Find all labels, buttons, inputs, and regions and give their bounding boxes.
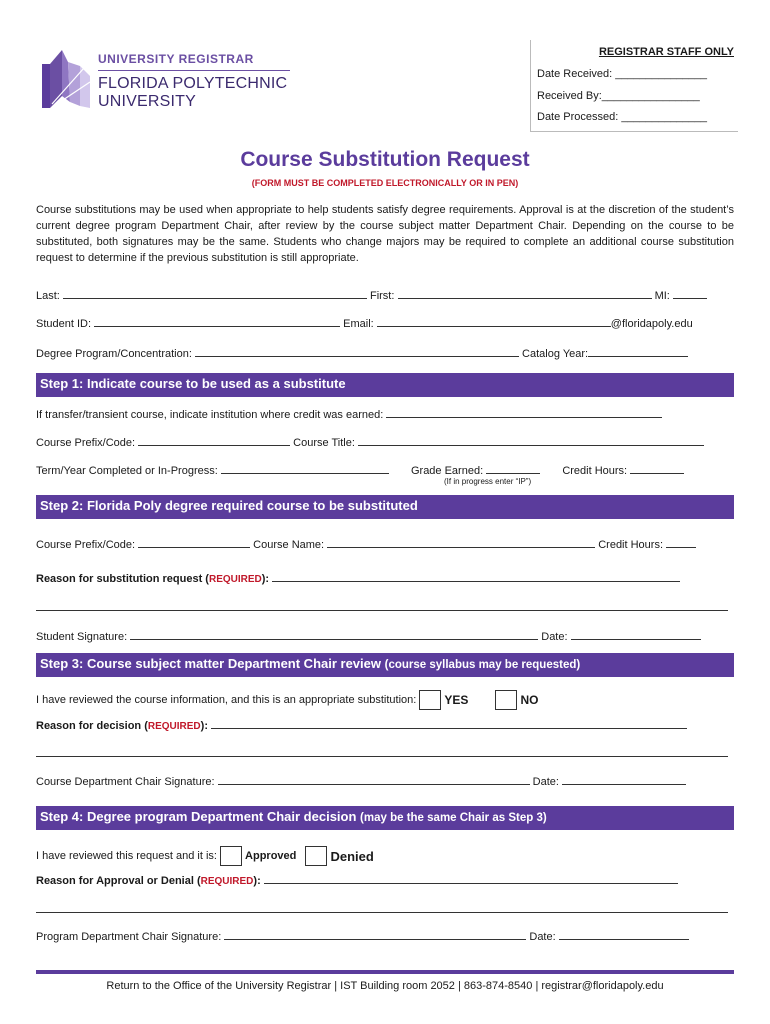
- student-signature-label: Student Signature:: [36, 631, 128, 643]
- step2-name-label: Course Name:: [253, 539, 325, 551]
- course-chair-signature-field[interactable]: [218, 774, 530, 785]
- step2-prefix-label: Course Prefix/Code:: [36, 539, 136, 551]
- id-email-row: [36, 316, 693, 330]
- step4-header: [36, 806, 734, 830]
- student-date-field[interactable]: [571, 629, 701, 640]
- first-name-field[interactable]: [398, 288, 652, 299]
- student-date-label: Date:: [541, 631, 568, 643]
- grade-label: Grade Earned:: [410, 465, 484, 477]
- step4-reason-label: Reason for Approval or Denial (: [36, 875, 201, 887]
- received-by-field: Received By:________________: [537, 90, 700, 102]
- step4-reason-field-line2[interactable]: [36, 902, 728, 913]
- course-chair-date-field[interactable]: [562, 774, 686, 785]
- step1-course-row: [36, 435, 704, 449]
- step1-prefix-label: Course Prefix/Code:: [36, 437, 136, 449]
- program-chair-date-field[interactable]: [559, 929, 689, 940]
- step2-name-field[interactable]: [327, 537, 595, 548]
- footer-contact: Return to the Office of the University Registrar | IST Building room 2052 | 863-874-8540 | registrar@floridapoly.edu: [106, 980, 664, 992]
- term-field[interactable]: [221, 463, 389, 474]
- header: [36, 40, 736, 135]
- form-subtitle: (FORM MUST BE COMPLETED ELECTRONICALLY OR IN PEN): [251, 178, 519, 188]
- step2-reason-continued: [36, 600, 728, 614]
- footer-rule: [36, 970, 734, 974]
- step4-reason-field[interactable]: [264, 873, 678, 884]
- step4-review-label: I have reviewed this request and it is:: [36, 849, 217, 862]
- step1-title-label: Course Title:: [293, 437, 355, 449]
- step3-review-row: [36, 690, 544, 710]
- transfer-label: If transfer/transient course, indicate institution where credit was earned:: [36, 409, 384, 421]
- step3-reason-row: [36, 718, 687, 732]
- step4-reason-continued: [36, 902, 728, 916]
- degree-label: Degree Program/Concentration:: [36, 348, 192, 360]
- step3-heading: Step 3: Course subject matter Department Chair review: [40, 656, 381, 671]
- program-chair-date-label: Date:: [529, 931, 556, 943]
- approved-checkbox[interactable]: [220, 846, 242, 866]
- step4-reason-close: ):: [253, 875, 261, 887]
- student-signature-row: [36, 629, 701, 643]
- step3-review-label: I have reviewed the course information, and this is an appropriate substitution:: [36, 693, 417, 706]
- step3-reason-close: ):: [200, 720, 208, 732]
- student-id-label: Student ID:: [36, 318, 92, 330]
- yes-checkbox[interactable]: [419, 690, 441, 710]
- catalog-label: Catalog Year:: [522, 348, 589, 360]
- denied-checkbox[interactable]: [305, 846, 327, 866]
- email-label: Email:: [343, 318, 374, 330]
- step2-heading: Step 2: Florida Poly degree required course to be substituted: [40, 498, 418, 513]
- step1-credit-label: Credit Hours:: [562, 465, 628, 477]
- step4-required-tag: REQUIRED: [200, 876, 254, 887]
- step2-reason-field-line2[interactable]: [36, 600, 728, 611]
- degree-program-field[interactable]: [195, 346, 519, 357]
- degree-row: [36, 346, 688, 360]
- step4-reason-row: [36, 873, 678, 887]
- step3-reason-label: Reason for decision (: [36, 720, 148, 732]
- intro-paragraph: Course substitutions may be used when appropriate to help students satisfy degree requirements. Approval is at the discretion of the student’s current degree program Department Chair, after review by the course subject matter Department Chair. Depending on the course to be substituted, both signatures may be the same. Students who change majors may be required to complete an additional course substitution request to determine if the previous substitution is still appropriate.: [36, 204, 734, 264]
- step2-reason-field[interactable]: [272, 571, 680, 582]
- logo-line-registrar: UNIVERSITY REGISTRAR: [98, 52, 254, 66]
- step3-reason-continued: [36, 746, 728, 760]
- course-chair-date-label: Date:: [532, 776, 559, 788]
- step3-reason-field-line2[interactable]: [36, 746, 728, 757]
- step3-header: [36, 653, 734, 677]
- step2-credit-field[interactable]: [666, 537, 696, 548]
- step4-heading-note: (may be the same Chair as Step 3): [360, 812, 547, 824]
- registrar-logo: [40, 44, 300, 114]
- step2-course-row: [36, 537, 696, 551]
- step2-header: [36, 495, 734, 519]
- step3-heading-note: (course syllabus may be requested): [384, 659, 581, 671]
- no-label: NO: [520, 693, 539, 707]
- term-label: Term/Year Completed or In-Progress:: [36, 465, 218, 477]
- poly-logo-icon: [40, 44, 96, 110]
- in-progress-note: (If in progress enter “IP”): [444, 477, 532, 486]
- no-checkbox[interactable]: [495, 690, 517, 710]
- staff-box-title: REGISTRAR STAFF ONLY: [598, 46, 734, 58]
- logo-line-florida-polytechnic: FLORIDA POLYTECHNIC: [98, 75, 288, 92]
- step2-prefix-field[interactable]: [138, 537, 250, 548]
- last-name-field[interactable]: [63, 288, 367, 299]
- logo-rule: [98, 70, 290, 71]
- step2-credit-label: Credit Hours:: [598, 539, 664, 551]
- registrar-staff-box: [530, 40, 738, 132]
- middle-initial-field[interactable]: [673, 288, 707, 299]
- email-domain: @floridapoly.edu: [610, 318, 693, 330]
- approved-label: Approved: [245, 850, 297, 862]
- step3-required-tag: REQUIRED: [147, 721, 201, 732]
- step1-header: [36, 373, 734, 397]
- date-processed-field: Date Processed: ______________: [537, 111, 708, 123]
- program-chair-signature-row: [36, 929, 689, 943]
- step4-heading: Step 4: Degree program Department Chair decision: [40, 809, 357, 824]
- step2-reason-close: ):: [261, 573, 270, 585]
- transfer-institution-field[interactable]: [386, 407, 662, 418]
- step2-reason-row: [36, 571, 680, 585]
- step4-review-row: [36, 846, 380, 866]
- name-row: [36, 288, 707, 302]
- step1-term-row: [36, 463, 684, 477]
- student-id-field[interactable]: [94, 316, 340, 327]
- last-label: Last:: [36, 290, 60, 302]
- step1-heading: Step 1: Indicate course to be used as a substitute: [40, 376, 346, 391]
- yes-label: YES: [444, 693, 469, 707]
- program-chair-signature-field[interactable]: [224, 929, 526, 940]
- step1-prefix-field[interactable]: [138, 435, 290, 446]
- step1-title-field[interactable]: [358, 435, 704, 446]
- step1-credit-field[interactable]: [630, 463, 684, 474]
- logo-line-university: UNIVERSITY: [98, 93, 197, 110]
- first-label: First:: [369, 290, 395, 302]
- catalog-year-field[interactable]: [588, 346, 688, 357]
- grade-field[interactable]: [486, 463, 540, 474]
- step2-reason-label: Reason for substitution request (: [36, 573, 209, 585]
- step2-required-tag: REQUIRED: [208, 574, 262, 585]
- course-chair-signature-label: Course Department Chair Signature:: [36, 776, 215, 788]
- course-chair-signature-row: [36, 774, 686, 788]
- date-received-field: Date Received: _______________: [537, 68, 708, 80]
- denied-label: Denied: [330, 848, 374, 864]
- email-field[interactable]: [377, 316, 611, 327]
- program-chair-signature-label: Program Department Chair Signature:: [36, 931, 222, 943]
- form-title: Course Substitution Request: [240, 148, 530, 171]
- transfer-row: [36, 407, 662, 421]
- mi-label: MI:: [654, 290, 670, 302]
- step3-reason-field[interactable]: [211, 718, 687, 729]
- student-signature-field[interactable]: [130, 629, 538, 640]
